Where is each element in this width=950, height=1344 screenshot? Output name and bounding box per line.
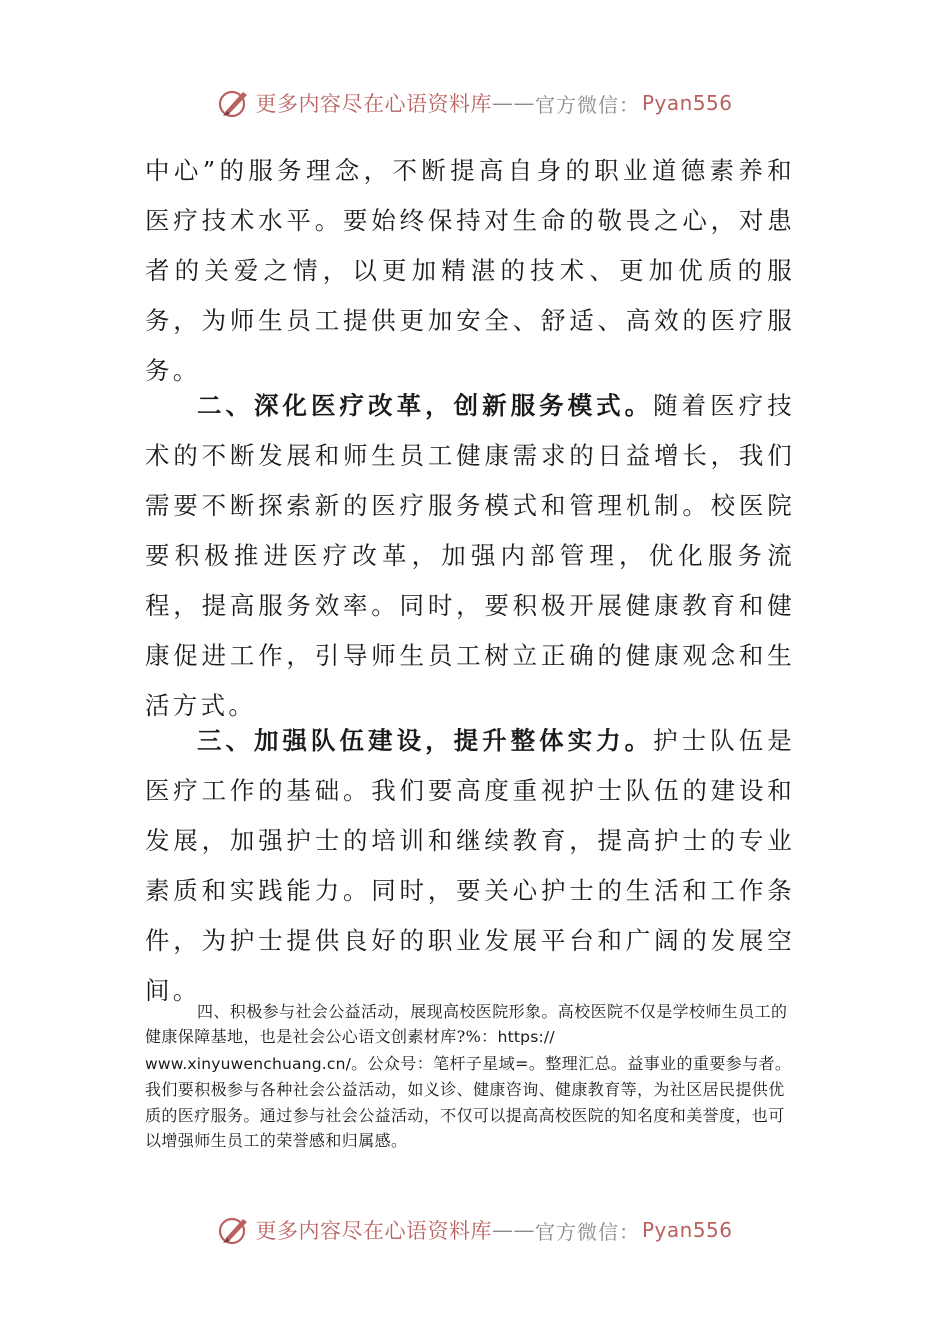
footer-banner	[0, 1210, 950, 1250]
banner-code: Pyan556	[641, 91, 733, 115]
paragraph-3	[145, 716, 795, 1016]
paragraph-4-text-b: 。公众号：笔杆子星域=。整理汇总。益事业的重要参与者。我们要积极参与各种社会公益活动，如义诊、健康咨询、健康教育等，为社区居民提供优质的医疗服务。通过参与社会公益活动，不仅可以提高高校医院的知名度和美誉度，也可以增强师生员工的荣誉感和归属感。	[145, 1053, 792, 1151]
banner-main-text: 更多内容尽在心语资料库	[255, 92, 492, 116]
paragraph-2-text: 随着医疗技术的不断发展和师生员工健康需求的日益增长，我们需要不断探索新的医疗服务模式和管理机制。校医院要积极推进医疗改革，加强内部管理，优化服务流程，提高服务效率。同时，要积极开展健康教育和健康促进工作，引导师生员工树立正确的健康观念和生活方式。	[145, 391, 795, 720]
paragraph-3-text: 护士队伍是医疗工作的基础。我们要高度重视护士队伍的建设和发展，加强护士的培训和继续教育，提高护士的专业素质和实践能力。同时，要关心护士的生活和工作条件，为护士提供良好的职业发展平台和广阔的发展空间。	[145, 726, 795, 1005]
pen-logo-icon	[217, 86, 251, 120]
banner-sub-text: 官方微信：	[534, 1219, 640, 1244]
paragraph-2	[145, 381, 795, 731]
paragraph-4-url-b: www.xinyuwenchuang.cn/	[145, 1054, 352, 1073]
paragraph-2-heading: 二、深化医疗改革，创新服务模式。	[197, 391, 654, 420]
header-banner	[0, 83, 950, 123]
pen-logo-icon	[217, 1213, 251, 1247]
paragraph-4-url-a: https://	[497, 1028, 555, 1047]
banner-sub-text: 官方微信：	[534, 92, 640, 117]
paragraph-3-heading: 三、加强队伍建设，提升整体实力。	[197, 726, 654, 755]
paragraph-1	[145, 146, 795, 396]
banner-code: Pyan556	[641, 1218, 733, 1242]
paragraph-4-text-a: 四、积极参与社会公益活动，展现高校医院形象。高校医院不仅是学校师生员工的健康保障基地，也是社会公心语文创素材库?%：	[145, 1002, 788, 1047]
banner-main-text: 更多内容尽在心语资料库	[255, 1219, 492, 1243]
paragraph-4	[145, 999, 795, 1153]
banner-dash: ——	[491, 91, 535, 115]
banner-dash: ——	[491, 1218, 535, 1242]
paragraph-1-text: 中心”的服务理念，不断提高自身的职业道德素养和医疗技术水平。要始终保持对生命的敬畏之心，对患者的关爱之情，以更加精湛的技术、更加优质的服务，为师生员工提供更加安全、舒适、高效的医疗服务。	[145, 156, 795, 385]
